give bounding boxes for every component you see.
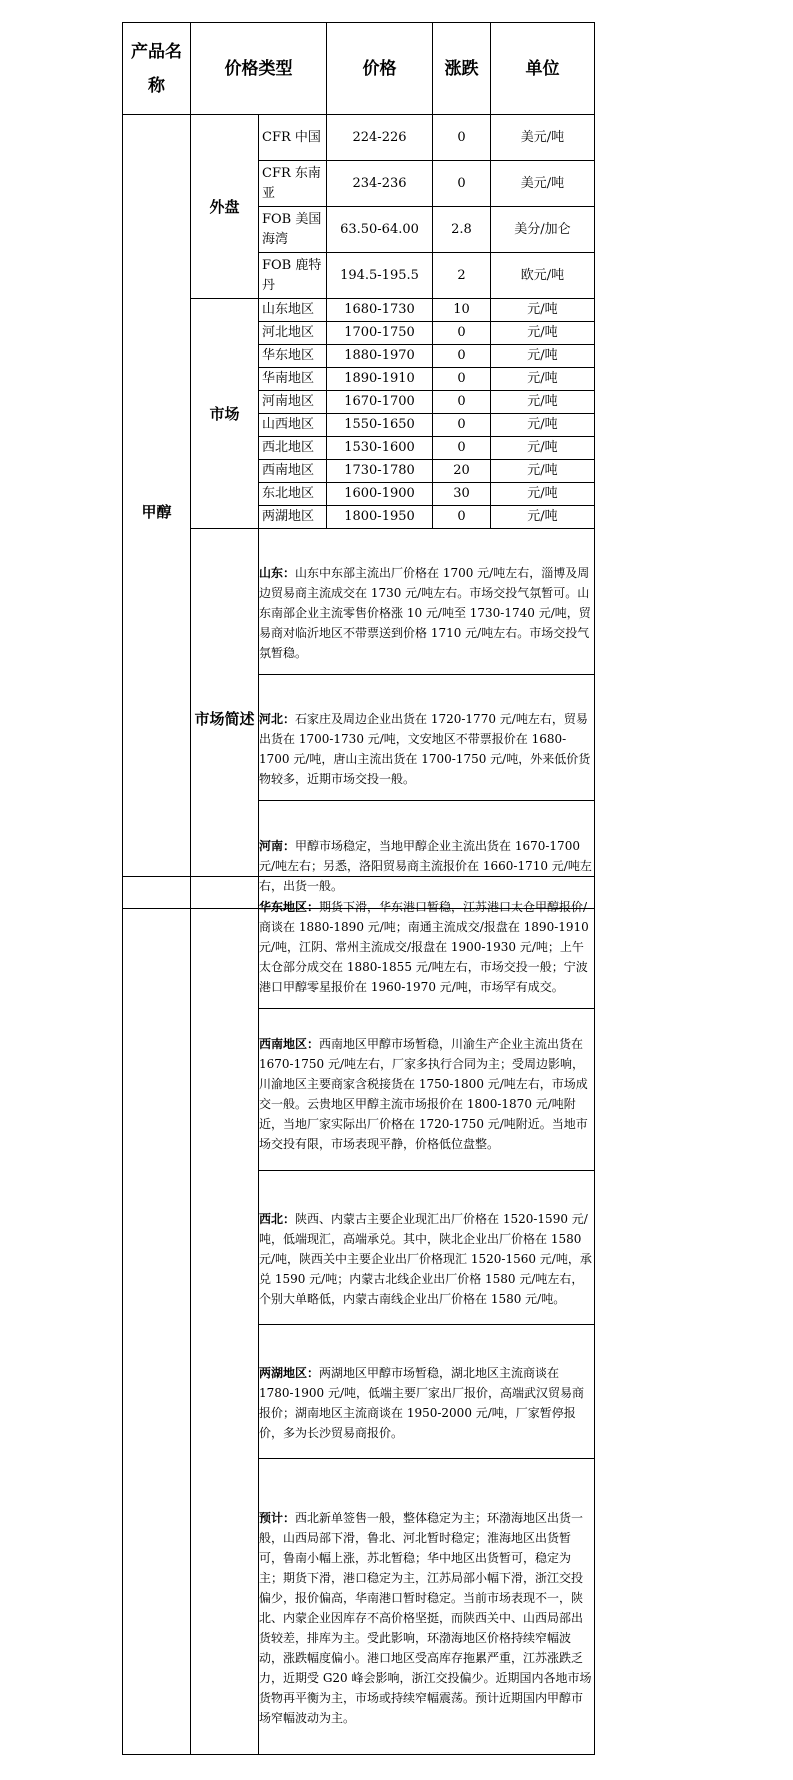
summary-text: 西南地区甲醇市场暂稳，川渝生产企业主流出货在 1670-1750 元/吨左右，厂家多执行合同为主；受周边影响，川渝地区主要商家含税接货在 1750-1800 元/吨左右，市场成交一般。云贵地区甲醇主流市场报价在 1800-1870 元/吨附近，当地厂家实际出厂价格在 1720-1750 元/吨附近。当地市场交投有限，市场表现平静，价格低位盘整。 bbox=[259, 1036, 588, 1151]
header-price: 价格 bbox=[327, 23, 433, 115]
unit-cell: 元/吨 bbox=[491, 391, 595, 414]
price-cell: 1550-1650 bbox=[327, 414, 433, 437]
summary-text: 两湖地区甲醇市场暂稳，湖北地区主流商谈在 1780-1900 元/吨，低端主要厂家出厂报价，高端武汉贸易商报价；湖南地区主流商谈在 1950-2000 元/吨，厂家暂停报价，多为长沙贸易商报价。 bbox=[259, 1365, 584, 1440]
region-cell: 华东地区 bbox=[259, 345, 327, 368]
summary-huadong bbox=[259, 877, 595, 1009]
change-cell: 0 bbox=[433, 414, 491, 437]
price-cell: 1880-1970 bbox=[327, 345, 433, 368]
price-cell: 194.5-195.5 bbox=[327, 253, 433, 299]
region-cell: 山东地区 bbox=[259, 299, 327, 322]
summary-table-continued bbox=[122, 876, 595, 1755]
unit-cell: 元/吨 bbox=[491, 322, 595, 345]
category-market-summary: 市场简述 bbox=[191, 529, 259, 909]
change-cell: 10 bbox=[433, 299, 491, 322]
unit-cell: 美分/加仑 bbox=[491, 207, 595, 253]
product-name: 甲醇 bbox=[123, 115, 191, 909]
unit-cell: 元/吨 bbox=[491, 506, 595, 529]
price-cell: 224-226 bbox=[327, 115, 433, 161]
price-cell: 1700-1750 bbox=[327, 322, 433, 345]
price-cell: 1530-1600 bbox=[327, 437, 433, 460]
summary-text: 期货下滑，华东港口暂稳，江苏港口太仓甲醇报价/商谈在 1880-1890 元/吨；南通主流成交/报盘在 1890-1910 元/吨，江阴、常州主流成交/报盘在 1900-1930 元/吨；上午太仓部分成交在 1880-1855 元/吨左右，市场交投一般；宁波港口甲醇零星报价在 1960-1970 元/吨，市场罕有成交。 bbox=[259, 899, 589, 994]
summary-forecast bbox=[259, 1459, 595, 1755]
summary-label: 山东： bbox=[259, 565, 296, 580]
summary-hebei bbox=[259, 675, 595, 801]
summary-label: 预计： bbox=[259, 1510, 296, 1525]
summary-label: 西北： bbox=[259, 1211, 296, 1226]
unit-cell: 元/吨 bbox=[491, 368, 595, 391]
price-type-cell: FOB 美国海湾 bbox=[259, 207, 327, 253]
change-cell: 0 bbox=[433, 161, 491, 207]
header-change: 涨跌 bbox=[433, 23, 491, 115]
change-cell: 2.8 bbox=[433, 207, 491, 253]
change-cell: 20 bbox=[433, 460, 491, 483]
summary-label: 河南： bbox=[259, 838, 296, 853]
change-cell: 2 bbox=[433, 253, 491, 299]
unit-cell: 美元/吨 bbox=[491, 161, 595, 207]
unit-cell: 元/吨 bbox=[491, 460, 595, 483]
change-cell: 0 bbox=[433, 506, 491, 529]
price-cell: 63.50-64.00 bbox=[327, 207, 433, 253]
unit-cell: 元/吨 bbox=[491, 437, 595, 460]
unit-cell: 美元/吨 bbox=[491, 115, 595, 161]
unit-cell: 元/吨 bbox=[491, 414, 595, 437]
summary-label: 华东地区： bbox=[259, 899, 320, 914]
header-price-type: 价格类型 bbox=[191, 23, 327, 115]
price-cell: 1730-1780 bbox=[327, 460, 433, 483]
price-cell: 234-236 bbox=[327, 161, 433, 207]
category-external: 外盘 bbox=[191, 115, 259, 299]
price-type-cell: CFR 中国 bbox=[259, 115, 327, 161]
change-cell: 0 bbox=[433, 437, 491, 460]
region-cell: 河南地区 bbox=[259, 391, 327, 414]
region-cell: 两湖地区 bbox=[259, 506, 327, 529]
region-cell: 东北地区 bbox=[259, 483, 327, 506]
region-cell: 华南地区 bbox=[259, 368, 327, 391]
summary-label: 两湖地区： bbox=[259, 1365, 320, 1380]
price-type-cell: CFR 东南亚 bbox=[259, 161, 327, 207]
price-table bbox=[122, 22, 595, 909]
price-cell: 1600-1900 bbox=[327, 483, 433, 506]
price-cell: 1800-1950 bbox=[327, 506, 433, 529]
region-cell: 山西地区 bbox=[259, 414, 327, 437]
unit-cell: 元/吨 bbox=[491, 345, 595, 368]
header-product-name: 产品名称 bbox=[123, 23, 191, 115]
price-cell: 1680-1730 bbox=[327, 299, 433, 322]
price-cell: 1890-1910 bbox=[327, 368, 433, 391]
region-cell: 西北地区 bbox=[259, 437, 327, 460]
change-cell: 0 bbox=[433, 322, 491, 345]
category-market: 市场 bbox=[191, 299, 259, 529]
change-cell: 30 bbox=[433, 483, 491, 506]
summary-text: 陕西、内蒙古主要企业现汇出厂价格在 1520-1590 元/吨，低端现汇，高端承兑。其中，陕北企业出厂价格在 1580 元/吨，陕西关中主要企业出厂价格现汇 1520-1560 元/吨，承兑 1590 元/吨；内蒙古北线企业出厂价格 1580 元/吨左右，个别大单略低，内蒙古南线企业出厂价格在 1580 元/吨。 bbox=[259, 1211, 592, 1306]
price-cell: 1670-1700 bbox=[327, 391, 433, 414]
region-cell: 西南地区 bbox=[259, 460, 327, 483]
summary-text: 西北新单签售一般，整体稳定为主；环渤海地区出货一般，山西局部下滑，鲁北、河北暂时稳定；淮海地区出货暂可，鲁南小幅上涨，苏北暂稳；华中地区出货暂可，稳定为主；期货下滑，港口稳定为主，江苏局部小幅下滑，浙江交投偏少，报价偏高，华南港口暂时稳定。当前市场表现不一，陕北、内蒙企业因库存不高价格坚挺，而陕西关中、山西局部出货较差，排库为主。受此影响，环渤海地区价格持续窄幅波动，涨跌幅度偏小。港口地区受高库存拖累严重，江苏涨跌乏力，近期受 G20 峰会影响，浙江交投偏少。近期国内各地市场货物再平衡为主，市场或持续窄幅震荡。预计近期国内甲醇市场窄幅波动为主。 bbox=[259, 1510, 592, 1725]
summary-xinan bbox=[259, 1009, 595, 1171]
change-cell: 0 bbox=[433, 115, 491, 161]
summary-xibei bbox=[259, 1171, 595, 1325]
summary-text: 山东中东部主流出厂价格在 1700 元/吨左右，淄博及周边贸易商主流成交在 1730 元/吨左右。市场交投气氛暂可。山东南部企业主流零售价格涨 10 元/吨至 1730-1740 元/吨，贸易商对临沂地区不带票送到价格 1710 元/吨左右。市场交投气氛暂稳。 bbox=[259, 565, 591, 660]
product-name-blank bbox=[123, 877, 191, 1755]
change-cell: 0 bbox=[433, 368, 491, 391]
summary-shandong bbox=[259, 529, 595, 675]
change-cell: 0 bbox=[433, 391, 491, 414]
summary-text: 石家庄及周边企业出货在 1720-1770 元/吨左右，贸易出货在 1700-1730 元/吨，文安地区不带票报价在 1680-1700 元/吨，唐山主流出货在 1700-1750 元/吨，外来低价货物较多，近期市场交投一般。 bbox=[259, 711, 591, 786]
unit-cell: 欧元/吨 bbox=[491, 253, 595, 299]
summary-text: 甲醇市场稳定，当地甲醇企业主流出货在 1670-1700 元/吨左右；另悉，洛阳贸易商主流报价在 1660-1710 元/吨左右，出货一般。 bbox=[259, 838, 592, 893]
price-type-cell: FOB 鹿特丹 bbox=[259, 253, 327, 299]
region-cell: 河北地区 bbox=[259, 322, 327, 345]
summary-label: 河北： bbox=[259, 711, 296, 726]
change-cell: 0 bbox=[433, 345, 491, 368]
header-unit: 单位 bbox=[491, 23, 595, 115]
summary-label: 西南地区： bbox=[259, 1036, 320, 1051]
unit-cell: 元/吨 bbox=[491, 483, 595, 506]
summary-lianghu bbox=[259, 1325, 595, 1459]
unit-cell: 元/吨 bbox=[491, 299, 595, 322]
category-blank bbox=[191, 877, 259, 1755]
